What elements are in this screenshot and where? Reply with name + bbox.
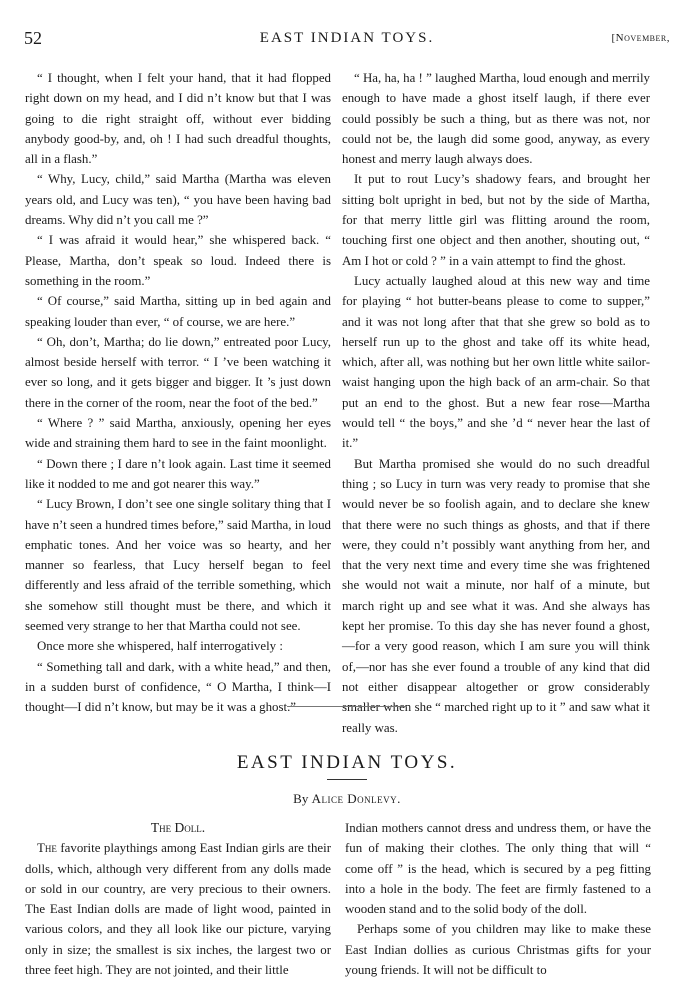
- story-paragraph: “ Lucy Brown, I don’t see one single solitary thing that I have n’t seen a hundred times before,” said Martha, in loud emphatic tones. And her voice was so hearty, and her manner so fearless, that Lucy herself began to feel differently and less afraid of the terrible something, which she somehow still thought must be there, and which it seemed very strange to her that Martha could not see.: [25, 497, 331, 634]
- article-paragraph: Perhaps some of you children may like to make these East Indian dollies as curious Christmas gifts for your young friends. It will not be difficult to: [345, 922, 651, 978]
- story-paragraph: “ Why, Lucy, child,” said Martha (Martha was eleven years old, and Lucy was ten), “ you have been having bad dreams. Why did n’t you call me ?”: [25, 172, 331, 228]
- story-paragraph: “ Of course,” said Martha, sitting up in bed again and speaking louder than ever, “ of course, we are here.”: [25, 294, 331, 329]
- story-paragraph: But Martha promised she would do no such dreadful thing ; so Lucy in turn was very ready to promise that she would never be so foolish again, and to declare she knew that there were no such things as ghosts, and that if there were, they could n’t possibly want anything from her, and that the very next time and every time she was frightened she would not wait a minute, nor half of a minute, but march right up and see what it was. And she always has kept her promise. To this day she has never found a ghost,—for a very good reason, which I am sure you will think of,—nor has she ever found a trouble of any kind that did not either disappear altogether or grow considerably smaller when she “ marched right up to it ” and saw what it really was.: [342, 456, 650, 735]
- section-divider: [287, 706, 407, 707]
- title-rule: [327, 779, 367, 780]
- story-paragraph: Once more she whispered, half interrogatively :: [37, 639, 283, 654]
- running-month: [November,: [611, 32, 670, 44]
- story-paragraph: “ Where ? ” said Martha, anxiously, opening her eyes wide and straining them hard to see in the faint moonlight.: [25, 416, 331, 451]
- story-paragraph: It put to rout Lucy’s shadowy fears, and brought her sitting bolt upright in bed, but not by the side of Martha, for that merry little girl was flitting around the room, touching first one object and then another, shouting out, “ Am I hot or cold ? ” in a vain attempt to find the ghost.: [342, 172, 650, 268]
- story-paragraph: “ I thought, when I felt your hand, that it had flopped right down on my head, and I did n’t know but that I was going to die right straight off, without ever bidding anybody good-by, and, oh ! I had such dreadful thoughts, all in a flash.”: [25, 71, 331, 167]
- article-paragraph: Indian mothers cannot dress and undress them, or have the fun of making their clothes. The only thing that will “ come off ” is the head, which is secured by a peg fitting into a hole in the body. The feet are firmly fastened to a wooden stand and to the solid body of the doll.: [345, 821, 651, 917]
- story-left-column: [25, 68, 331, 718]
- author-name: Alice Donlevy.: [311, 791, 401, 806]
- running-title: EAST INDIAN TOYS.: [259, 30, 435, 46]
- byline-prefix: By: [293, 791, 309, 806]
- article-right-column: [345, 818, 651, 980]
- story-paragraph: “ Down there ; I dare n’t look again. Last time it seemed like it nodded to me and got nearer this way.”: [25, 456, 331, 491]
- article-left-column: [25, 818, 331, 980]
- article-text: favorite playthings among East Indian girls are their dolls, which, although very different from any dolls made or sold in our country, are very precious to their owners. The East Indian dolls are made of light wood, painted in various colors, and they all look like our picture, varying only in size; the smallest is six inches, the largest two or three feet high. They are not jointed, and their little: [25, 841, 331, 978]
- story-right-column: [342, 68, 650, 738]
- story-paragraph: Lucy actually laughed aloud at this new way and time for playing “ hot butter-beans please to come to supper,” and it was not long after that that she grew so bold as to herself run up to the ghost and take off its white head, which, after all, was nothing but her own little white sailor-waist hanging upon the high back of an arm-chair. So that put an end to the ghost. But a new fear rose—Martha would tell “ the boys,” and she ’d “ never hear the last of it.”: [342, 273, 650, 451]
- page-header: [24, 28, 670, 50]
- story-paragraph: “ Oh, don’t, Martha; do lie down,” entreated poor Lucy, almost beside herself with terror. “ I ’ve been watching it ever so long, and it gets bigger and bigger. It ’s just down there in the corner of the room, near the foot of the bed.”: [25, 334, 331, 410]
- story-paragraph: “ Ha, ha, ha ! ” laughed Martha, loud enough and merrily enough to have made a ghost itself laugh, if there ever could possibly be such a thing, but as there was not, nor could not be, the laugh did some good, anyway, as every honest and merry laugh always does.: [342, 71, 650, 167]
- page-number: 52: [24, 28, 42, 48]
- article-title: EAST INDIAN TOYS.: [236, 752, 458, 773]
- story-paragraph: “ Something tall and dark, with a white head,” and then, in a sudden burst of confidence, “ O Martha, I think—I thought—I did n’t know, but may be it was a ghost.”: [25, 659, 331, 715]
- section-heading: The Doll.: [150, 820, 206, 835]
- lead-word: The: [37, 841, 57, 856]
- byline: [0, 791, 694, 807]
- article-paragraph: [25, 838, 331, 980]
- story-paragraph: “ I was afraid it would hear,” she whispered back. “ Please, Martha, don’t speak so loud. Indeed there is something in the room.”: [25, 233, 331, 288]
